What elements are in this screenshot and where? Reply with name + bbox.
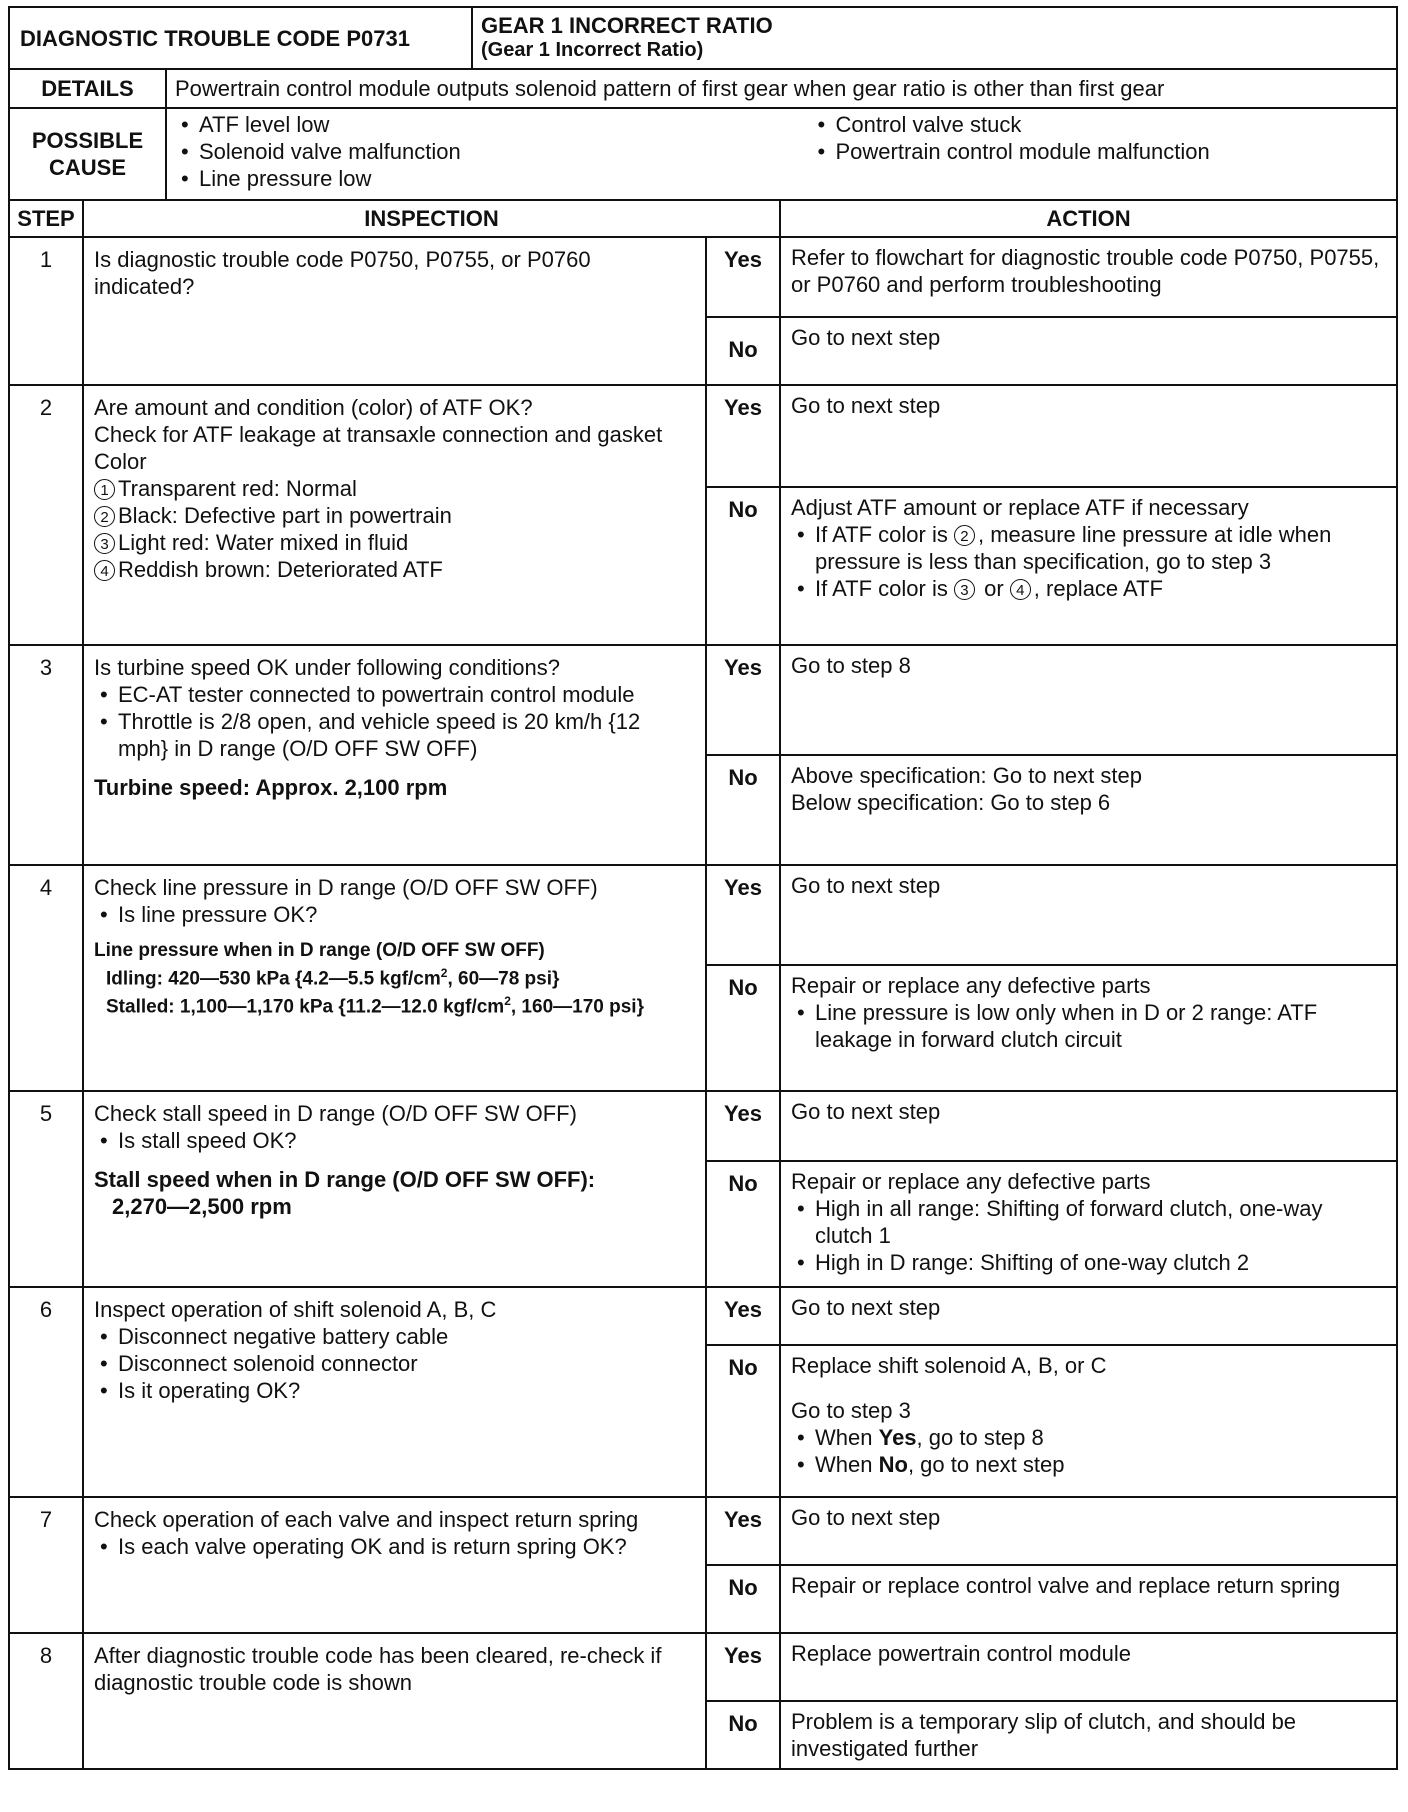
- yes-label: Yes: [706, 385, 780, 487]
- text-fragment: , measure line pressure at idle when pressure is less than specification, go to step 3: [815, 522, 1332, 574]
- yes-label: Yes: [706, 865, 780, 965]
- details-label: DETAILS: [9, 69, 166, 108]
- superscript: 2: [440, 966, 448, 980]
- no-action-line: Above specification: Go to next step: [791, 763, 1142, 788]
- no-action-bullet: • High in D range: Shifting of one-way clutch 2: [815, 1249, 1386, 1276]
- no-label: No: [706, 755, 780, 865]
- step-inspection: After diagnostic trouble code has been cleared, re-check if diagnostic trouble code is shown: [83, 1633, 706, 1769]
- no-action: [780, 1345, 1397, 1497]
- no-action-bullet: [815, 1424, 1386, 1451]
- yes-action: Go to next step: [780, 385, 1397, 487]
- yes-label: Yes: [706, 645, 780, 755]
- no-action-bullet: [815, 575, 1386, 602]
- step-inspection: [83, 865, 706, 1091]
- details-table: [8, 68, 1398, 201]
- color-item-text: Light red: Water mixed in fluid: [118, 530, 409, 555]
- no-label: No: [706, 1701, 780, 1769]
- text-fragment: When: [815, 1452, 873, 1477]
- step-number: 8: [9, 1633, 83, 1769]
- spec-idling: [94, 962, 695, 990]
- inspection-bullet: • Is it operating OK?: [118, 1377, 695, 1404]
- text-fragment: Yes: [878, 1425, 917, 1450]
- step-inspection-text: Check stall speed in D range (O/D OFF SW OFF): [94, 1101, 577, 1126]
- no-action-bullet: [815, 521, 1386, 575]
- cause-item: • Powertrain control module malfunction: [836, 138, 1389, 165]
- no-action: [780, 487, 1397, 645]
- text-fragment: When: [815, 1425, 873, 1450]
- step-inspection: [83, 385, 706, 645]
- col-step: STEP: [9, 200, 83, 237]
- no-action-text: Repair or replace any defective parts: [791, 1169, 1151, 1194]
- color-item-text: Reddish brown: Deteriorated ATF: [118, 557, 443, 582]
- spec-stalled: [94, 990, 695, 1018]
- cause-list-right: [812, 111, 1389, 192]
- no-label: No: [706, 1161, 780, 1287]
- text-fragment: Idling: 420—530 kPa {4.2—5.5 kgf/cm: [106, 968, 441, 990]
- circled-number: 3: [954, 579, 975, 600]
- yes-label: Yes: [706, 237, 780, 317]
- cause-item: • Control valve stuck: [836, 111, 1389, 138]
- no-action-goto: Go to step 3: [791, 1398, 911, 1423]
- no-action-bullet: [815, 1451, 1386, 1478]
- color-item: [94, 502, 695, 529]
- no-action: [780, 755, 1397, 865]
- step-inspection-text: Inspect operation of shift solenoid A, B, C: [94, 1297, 497, 1322]
- col-action: ACTION: [780, 200, 1397, 237]
- code-title-main: GEAR 1 INCORRECT RATIO: [481, 13, 773, 38]
- no-action-text: Replace shift solenoid A, B, or C: [791, 1353, 1107, 1378]
- trouble-code: DIAGNOSTIC TROUBLE CODE P0731: [9, 7, 472, 69]
- step-number: 1: [9, 237, 83, 385]
- text-fragment: If ATF color is: [815, 576, 948, 601]
- steps-table: [8, 199, 1398, 1770]
- inspection-bullet: • Is stall speed OK?: [118, 1127, 695, 1154]
- no-label: No: [706, 317, 780, 385]
- yes-action: Go to next step: [780, 1287, 1397, 1345]
- no-action-bullet: • Line pressure is low only when in D or 2 range: ATF leakage in forward clutch circuit: [815, 999, 1386, 1053]
- color-item: [94, 556, 695, 583]
- yes-label: Yes: [706, 1497, 780, 1565]
- inspection-bullet: • Disconnect solenoid connector: [118, 1350, 695, 1377]
- spec-title: Line pressure when in D range (O/D OFF SW OFF): [94, 940, 545, 961]
- text-fragment: Stalled: 1,100—1,170 kPa {11.2—12.0 kgf/cm: [106, 996, 505, 1018]
- text-fragment: or: [984, 576, 1004, 601]
- yes-action: Replace powertrain control module: [780, 1633, 1397, 1701]
- step-inspection: [83, 1497, 706, 1633]
- diagnostic-sheet: [8, 6, 1396, 1770]
- code-title-sub: (Gear 1 Incorrect Ratio): [481, 39, 704, 61]
- circled-number: 2: [94, 506, 115, 527]
- step-inspection: [83, 1287, 706, 1497]
- cause-list-left: [175, 111, 752, 192]
- circled-number: 4: [94, 560, 115, 581]
- yes-label: Yes: [706, 1633, 780, 1701]
- spec-line: 2,270—2,500 rpm: [112, 1194, 292, 1219]
- no-label: No: [706, 487, 780, 645]
- spec-line: Stall speed when in D range (O/D OFF SW OFF):: [94, 1167, 596, 1192]
- step-inspection: Is diagnostic trouble code P0750, P0755, or P0760 indicated?: [83, 237, 706, 385]
- yes-action: Go to next step: [780, 1091, 1397, 1161]
- no-label: No: [706, 1345, 780, 1497]
- step-inspection-line: Check for ATF leakage at transaxle connection and gasket: [94, 422, 663, 447]
- details-text: Powertrain control module outputs solenoid pattern of first gear when gear ratio is other than first gear: [166, 69, 1397, 108]
- code-title: [472, 7, 1397, 69]
- step-number: 6: [9, 1287, 83, 1497]
- no-action: Repair or replace control valve and replace return spring: [780, 1565, 1397, 1633]
- step-number: 5: [9, 1091, 83, 1287]
- no-label: No: [706, 1565, 780, 1633]
- text-fragment: No: [878, 1452, 908, 1477]
- no-action-line: Below specification: Go to step 6: [791, 790, 1111, 815]
- possible-cause-label: [9, 108, 166, 200]
- step-inspection-text: Check operation of each valve and inspect return spring: [94, 1507, 639, 1532]
- no-action-text: Repair or replace any defective parts: [791, 973, 1151, 998]
- step-inspection-line: Color: [94, 449, 147, 474]
- header-table: [8, 6, 1398, 70]
- possible-cause-label-line2: CAUSE: [48, 155, 126, 180]
- no-action: [780, 1161, 1397, 1287]
- circled-number: 3: [94, 533, 115, 554]
- inspection-bullet: • Is line pressure OK?: [118, 901, 695, 928]
- yes-label: Yes: [706, 1287, 780, 1345]
- possible-cause-label-line1: POSSIBLE: [31, 128, 144, 153]
- cause-item: • ATF level low: [199, 111, 752, 138]
- text-fragment: , go to step 8: [916, 1425, 1044, 1450]
- spec-value: Turbine speed: Approx. 2,100 rpm: [94, 775, 448, 800]
- yes-action: Refer to flowchart for diagnostic trouble code P0750, P0755, or P0760 and perform troubleshooting: [780, 237, 1397, 317]
- circled-number: 4: [1010, 579, 1031, 600]
- inspection-bullet: • Throttle is 2/8 open, and vehicle speed is 20 km/h {12 mph} in D range (O/D OFF SW OFF): [118, 708, 695, 762]
- step-number: 4: [9, 865, 83, 1091]
- possible-causes: [166, 108, 1397, 200]
- yes-action: Go to next step: [780, 865, 1397, 965]
- step-inspection-line: Are amount and condition (color) of ATF OK?: [94, 395, 533, 420]
- text-fragment: If ATF color is: [815, 522, 948, 547]
- inspection-bullet: • Is each valve operating OK and is return spring OK?: [118, 1533, 695, 1560]
- color-item-text: Transparent red: Normal: [118, 476, 357, 501]
- color-item: [94, 475, 695, 502]
- circled-number: 2: [954, 525, 975, 546]
- no-action: Problem is a temporary slip of clutch, and should be investigated further: [780, 1701, 1397, 1769]
- yes-action: Go to step 8: [780, 645, 1397, 755]
- inspection-bullet: • Disconnect negative battery cable: [118, 1323, 695, 1350]
- text-fragment: , 60—78 psi}: [447, 968, 560, 990]
- spec-value: [94, 1166, 695, 1220]
- cause-item: • Line pressure low: [199, 165, 752, 192]
- step-inspection: [83, 1091, 706, 1287]
- step-inspection: [83, 645, 706, 865]
- line-pressure-spec: [94, 940, 695, 1019]
- step-number: 3: [9, 645, 83, 865]
- step-inspection-text: Check line pressure in D range (O/D OFF SW OFF): [94, 875, 598, 900]
- no-action: Go to next step: [780, 317, 1397, 385]
- color-item: [94, 529, 695, 556]
- yes-action: Go to next step: [780, 1497, 1397, 1565]
- text-fragment: , 160—170 psi}: [510, 996, 644, 1018]
- no-label: No: [706, 965, 780, 1091]
- cause-item: • Solenoid valve malfunction: [199, 138, 752, 165]
- color-item-text: Black: Defective part in powertrain: [118, 503, 452, 528]
- yes-label: Yes: [706, 1091, 780, 1161]
- text-fragment: , go to next step: [907, 1452, 1065, 1477]
- circled-number: 1: [94, 479, 115, 500]
- col-inspection: INSPECTION: [83, 200, 780, 237]
- step-number: 2: [9, 385, 83, 645]
- inspection-bullet: • EC-AT tester connected to powertrain control module: [118, 681, 695, 708]
- superscript: 2: [504, 994, 511, 1009]
- no-action-text: Adjust ATF amount or replace ATF if necessary: [791, 495, 1249, 520]
- no-action: [780, 965, 1397, 1091]
- step-inspection-text: Is turbine speed OK under following conditions?: [94, 655, 560, 680]
- no-action-bullet: • High in all range: Shifting of forward clutch, one-way clutch 1: [815, 1195, 1386, 1249]
- step-number: 7: [9, 1497, 83, 1633]
- text-fragment: , replace ATF: [1033, 576, 1163, 601]
